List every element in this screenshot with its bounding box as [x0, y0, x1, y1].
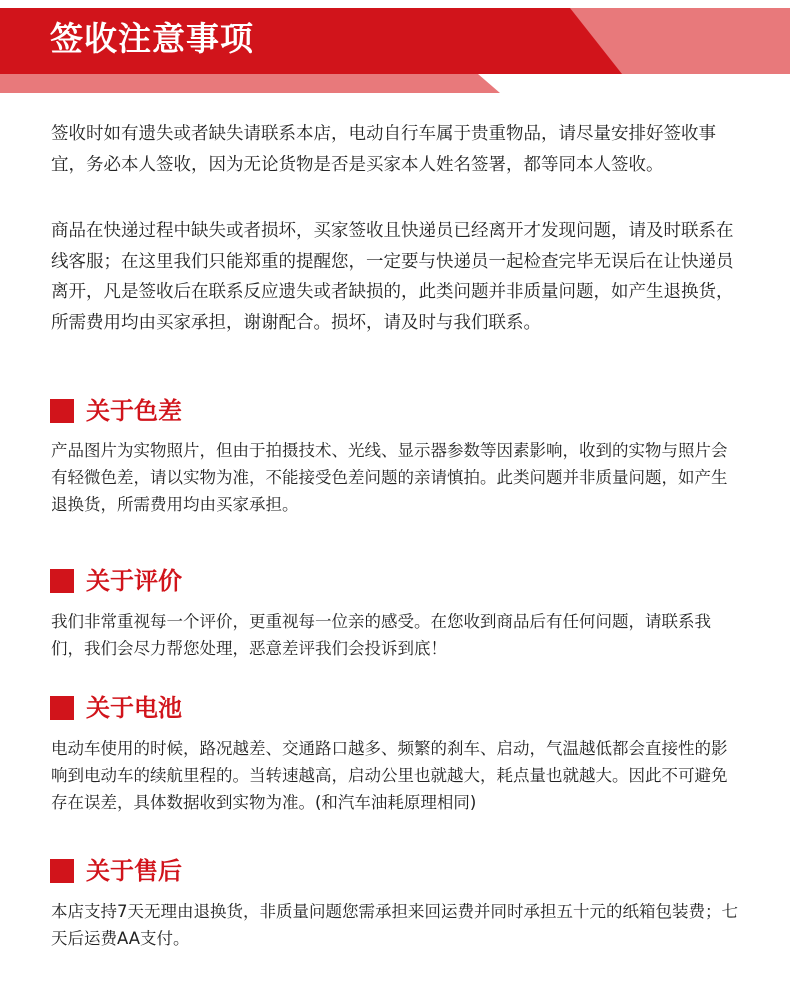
section-heading-after-sales	[50, 856, 182, 886]
section-heading-battery	[50, 693, 182, 723]
page-title: 签收注意事项	[50, 19, 254, 58]
section-heading-reviews	[50, 566, 182, 596]
header-banner	[0, 0, 790, 100]
section-body-color-difference: 产品图片为实物照片，但由于拍摄技术、光线、显示器参数等因素影响，收到的实物与照片会有轻微色差，请以实物为准，不能接受色差问题的亲请慎拍。此类问题并非质量问题，如产生退换货，所需费用均由买家承担。	[51, 441, 728, 514]
intro-paragraph-2: 商品在快递过程中缺失或者损坏，买家签收且快递员已经离开才发现问题，请及时联系在线客服；在这里我们只能郑重的提醒您，一定要与快递员一起检查完毕无误后在让快递员离开，凡是签收后在联系反应遗失或者缺损的，此类问题并非质量问题，如产生退换货，所需费用均由买家承担，谢谢配合。损坏，请及时与我们联系。	[51, 221, 734, 333]
section-body-battery: 电动车使用的时候，路况越差、交通路口越多、频繁的刹车、启动，气温越低都会直接性的影响到电动车的续航里程的。当转速越高，启动公里也就越大，耗点量也就越大。因此不可避免存在误差，具体数据收到实物为准。(和汽车油耗原理相同)	[51, 739, 728, 812]
section-body-after-sales: 本店支持7天无理由退换货，非质量问题您需承担来回运费并同时承担五十元的纸箱包装费；七天后运费AA支付。	[51, 902, 738, 948]
heading-marker	[50, 696, 74, 720]
section-heading-color-difference	[50, 396, 182, 426]
section-title: 关于电池	[86, 694, 182, 722]
section-title: 关于评价	[86, 567, 182, 595]
section-title: 关于售后	[86, 857, 182, 885]
section-body-reviews: 我们非常重视每一个评价，更重视每一位亲的感受。在您收到商品后有任何问题，请联系我们，我们会尽力帮您处理，恶意差评我们会投诉到底！	[51, 612, 711, 658]
section-title: 关于色差	[86, 397, 182, 425]
heading-marker	[50, 569, 74, 593]
heading-marker	[50, 399, 74, 423]
intro-paragraph-1: 签收时如有遗失或者缺失请联系本店，电动自行车属于贵重物品，请尽量安排好签收事宜，务必本人签收，因为无论货物是否是买家本人姓名签署，都等同本人签收。	[51, 124, 716, 175]
heading-marker	[50, 859, 74, 883]
